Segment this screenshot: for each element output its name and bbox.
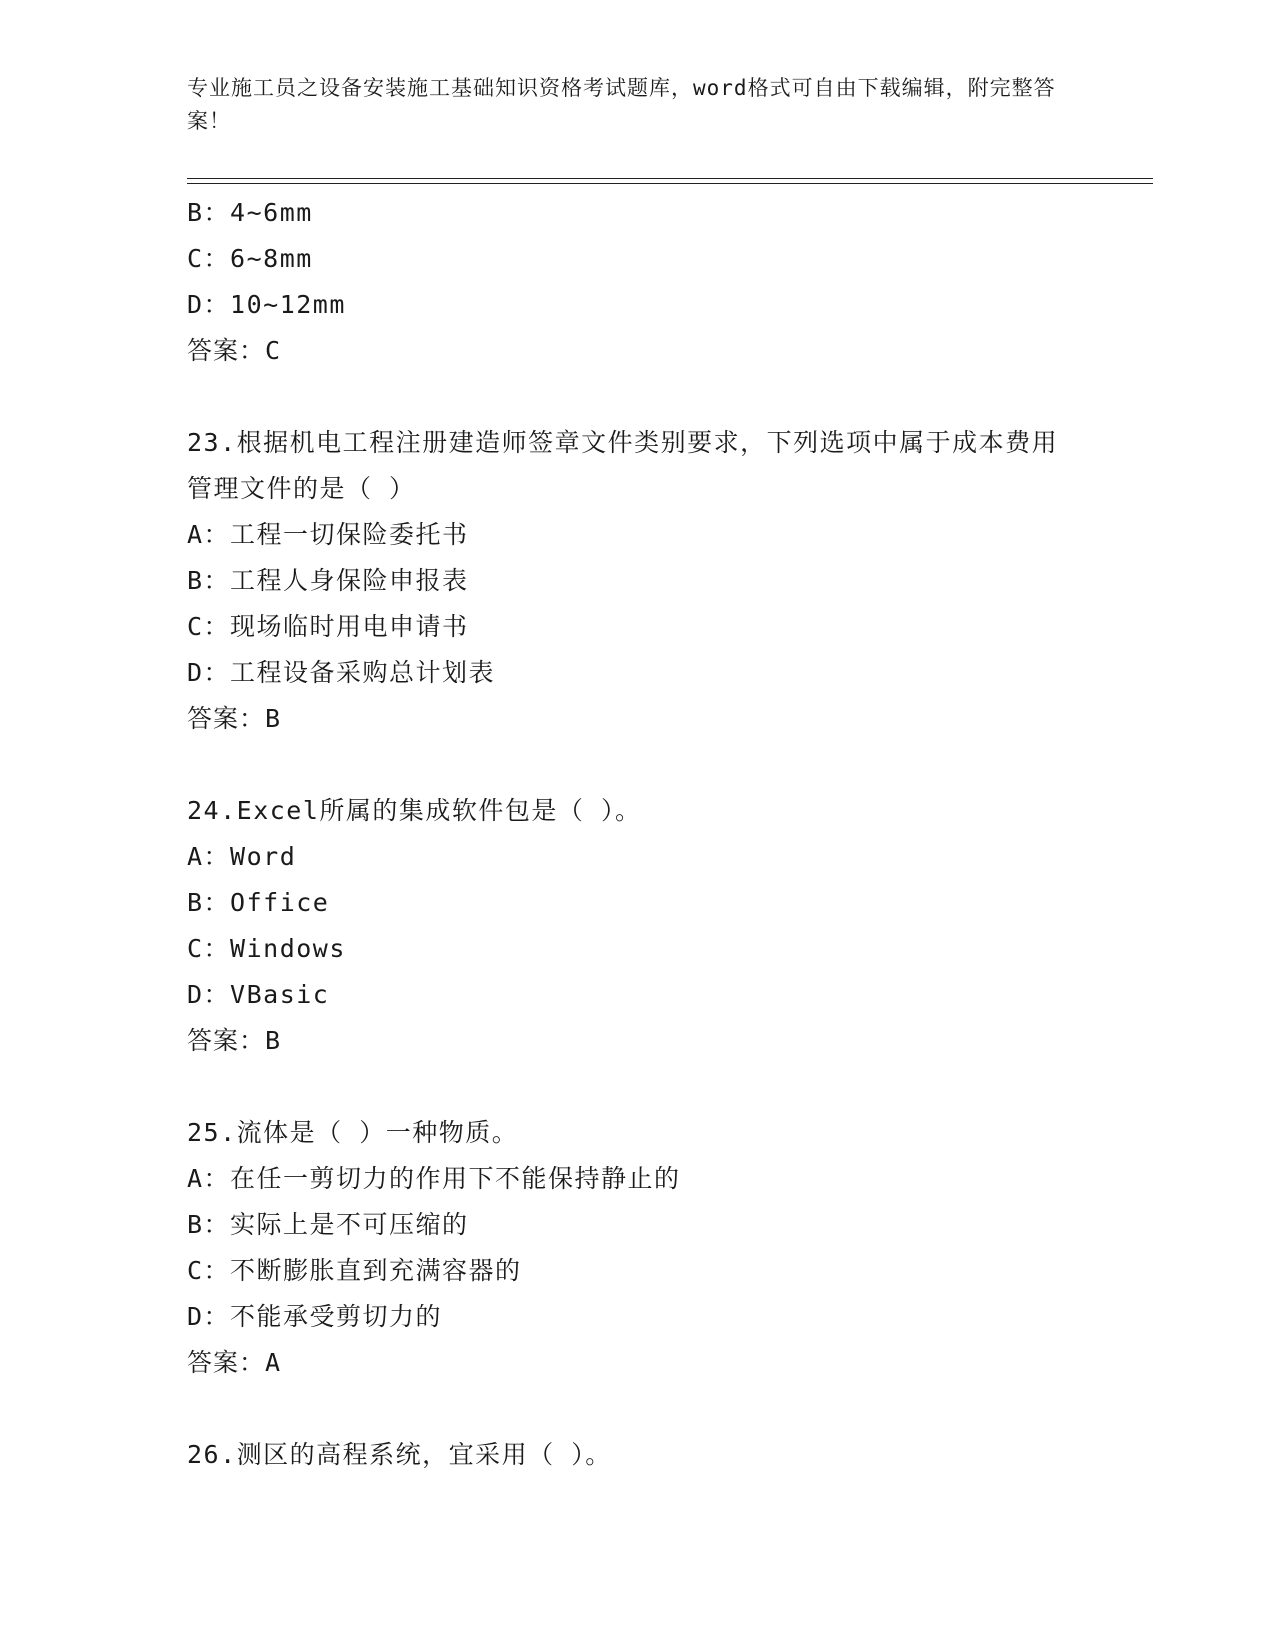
spacer [187, 1386, 1087, 1432]
question-25 [187, 1110, 1087, 1386]
header-divider-top [187, 178, 1153, 179]
option-d: D：不能承受剪切力的 [187, 1302, 443, 1331]
option-b: B：实际上是不可压缩的 [187, 1210, 469, 1239]
question-stem: 25.流体是（ ）一种物质。 [187, 1118, 519, 1147]
option-b: B：Office [187, 888, 330, 917]
option-c: C：6~8mm [187, 244, 313, 273]
page-header: 专业施工员之设备安装施工基础知识资格考试题库，word格式可自由下载编辑，附完整答案！ [187, 76, 1056, 133]
option-c: C：Windows [187, 934, 346, 963]
spacer [187, 374, 1087, 420]
option-b: B：工程人身保险申报表 [187, 566, 469, 595]
spacer [187, 742, 1087, 788]
question-stem: 24.Excel所属的集成软件包是（ ）。 [187, 796, 642, 825]
question-stem: 26.测区的高程系统，宜采用（ ）。 [187, 1440, 612, 1469]
option-a: A：在任一剪切力的作用下不能保持静止的 [187, 1164, 681, 1193]
question-26 [187, 1432, 1087, 1478]
question-24 [187, 788, 1087, 1064]
option-c: C：现场临时用电申请书 [187, 612, 469, 641]
option-a: A：工程一切保险委托书 [187, 520, 469, 549]
option-a: A：Word [187, 842, 297, 871]
option-c: C：不断膨胀直到充满容器的 [187, 1256, 522, 1285]
option-d: D：VBasic [187, 980, 330, 1009]
answer-line: 答案：C [187, 336, 282, 365]
answer-line: 答案：B [187, 1026, 282, 1055]
question-list [187, 190, 1087, 1478]
header-divider-bottom [187, 183, 1153, 184]
question-23 [187, 420, 1087, 742]
option-b: B：4~6mm [187, 198, 313, 227]
option-d: D：工程设备采购总计划表 [187, 658, 496, 687]
carryover-question [187, 190, 1087, 374]
spacer [187, 1064, 1087, 1110]
answer-line: 答案：B [187, 704, 282, 733]
option-d: D：10~12mm [187, 290, 346, 319]
question-stem: 23.根据机电工程注册建造师签章文件类别要求，下列选项中属于成本费用管理文件的是（ ） [187, 428, 1059, 503]
answer-line: 答案：A [187, 1348, 282, 1377]
